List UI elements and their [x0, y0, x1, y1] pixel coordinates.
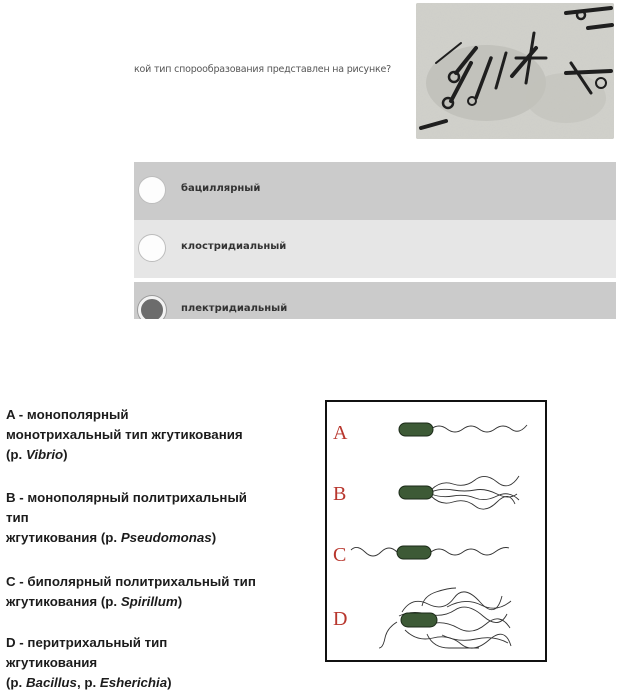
- description-b: [6, 488, 306, 548]
- desc-line: , р.: [76, 675, 100, 690]
- flagellation-diagram: [325, 400, 547, 662]
- diagram-letter-b: B: [333, 483, 347, 505]
- desc-line: монотрихальный тип жгутикования: [6, 427, 243, 442]
- desc-line: жгутикования: [6, 655, 98, 670]
- desc-line: B - монополярный политрихальный: [6, 490, 247, 505]
- genus-name: Esherichia: [99, 675, 168, 690]
- cell-b: [399, 486, 433, 499]
- flagellum-c-right: [431, 548, 509, 556]
- bacteria-micrograph-image: [416, 3, 614, 139]
- radio-button-selected[interactable]: [138, 296, 166, 319]
- cell-c: [397, 546, 431, 559]
- description-d: [6, 633, 306, 693]
- genus-name: Spirillum: [120, 594, 178, 609]
- desc-line: D - перитрихальный тип: [6, 635, 168, 650]
- desc-line: C - биполярный политрихальный тип: [6, 574, 256, 589]
- cell-a: [399, 423, 433, 436]
- micrograph-icon: [416, 3, 614, 139]
- description-c: [6, 572, 306, 612]
- radio-button[interactable]: [138, 176, 166, 204]
- option-label: бациллярный: [181, 183, 261, 194]
- question-text: кой тип спорообразования представлен на рисунке?: [134, 64, 392, 75]
- genus-name: Pseudomonas: [120, 530, 212, 545]
- diagram-letter-a: A: [333, 422, 348, 444]
- option-clostridial[interactable]: [134, 220, 616, 278]
- desc-line: (р.: [6, 675, 26, 690]
- desc-line: жгутикования (р.: [6, 530, 121, 545]
- option-label: клостридиальный: [181, 241, 287, 252]
- desc-line: тип: [6, 510, 29, 525]
- flagellum-a: [431, 425, 527, 432]
- genus-name: Vibrio: [25, 447, 64, 462]
- option-baciliary[interactable]: [134, 162, 616, 220]
- desc-line: (р.: [6, 447, 26, 462]
- genus-name: Bacillus: [25, 675, 77, 690]
- cell-d: [401, 613, 437, 627]
- desc-line: ): [177, 594, 183, 609]
- bacteria-drawings: [327, 402, 545, 660]
- desc-line: A - монополярный: [6, 407, 129, 422]
- diagram-letter-c: C: [333, 544, 347, 566]
- option-plectridial[interactable]: [134, 282, 616, 319]
- description-a: [6, 405, 306, 465]
- diagram-letter-d: D: [333, 608, 348, 630]
- desc-line: жгутикования (р.: [6, 594, 121, 609]
- radio-button[interactable]: [138, 234, 166, 262]
- desc-line: ): [167, 675, 172, 690]
- flagellum-c-left: [351, 547, 397, 556]
- desc-line: ): [211, 530, 217, 545]
- desc-line: ): [63, 447, 68, 462]
- option-label: плектридиальный: [181, 303, 288, 314]
